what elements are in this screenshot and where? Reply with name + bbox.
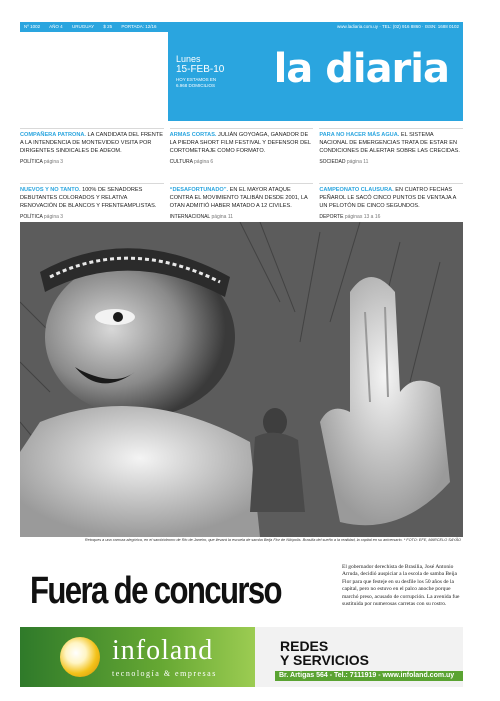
ad-contact: Br. Artigas 564 - Tel.: 7111919 - www.infoland.com.uy [275, 671, 463, 681]
brief-headline: COMPAÑERA PATRONA. [20, 132, 86, 138]
brief-text: EL SISTEMA NACIONAL DE EMERGENCIAS TRATA DE ESTAR EN CONDICIONES DE ALERTAR SOBRE LAS CRECIDAS. [319, 132, 460, 155]
info-strip-left [24, 22, 165, 32]
year: AÑO 4 [49, 24, 63, 29]
photo-caption: Retoques a una carroza alegórica, en el sambódromo de Rio de Janeiro, que llevará la escuela de samba Beija Flor de Nilópolis. Brasília del sueño a la realidad, la capital en su aniversario. * FOTO: EFE, MARCELO SAYÃO [84, 538, 461, 542]
cover-photo[interactable] [20, 222, 463, 537]
brief-text: EN EL MAYOR ATAQUE CONTRA EL MOVIMIENTO TALIBÁN DESDE 2001, LA OTAN ADMITIÓ HABER MATADO A 12 CIVILES. [169, 187, 308, 210]
circulation-count: 6.968 DOMICILIOS [176, 83, 216, 88]
price: $ 25 [103, 24, 113, 29]
brief-item[interactable] [20, 128, 164, 178]
brief-page: página 3 [43, 158, 64, 165]
brief-text: 100% DE SENADORES DEBUTANTES COLORADOS Y RELATIVA RENOVACIÓN DE BLANCOS Y FRENTEAMPLISTAS. [20, 187, 157, 210]
ad-brand-panel [20, 627, 255, 687]
brief-headline: NUEVOS Y NO TANTO. [20, 187, 81, 193]
brief-text: EN CUATRO FECHAS PEÑAROL LE SACÓ CINCO PUNTOS DE VENTAJA A UN PELOTÓN DE CINCO SEGUNDOS. [319, 187, 456, 210]
date-block [176, 54, 224, 89]
brief-page: página 3 [43, 213, 64, 220]
weekday: Lunes [176, 54, 201, 64]
main-headline[interactable]: Fuera de concurso [30, 570, 281, 612]
lead-paragraph: El gobernador derechista de Brasilia, José Antonio Arruda, decidió auspiciar a la escola de samba Beija Flor para que festeje en su desfile los 50 años de la capital, pero no estuvo en el palco anoche porque marchó preso, acusado de corrupción. La avenida fue sustituida por numerosas carretas con su rostro. [342, 564, 460, 608]
ad-title-line2: Y SERVICIOS [280, 652, 369, 668]
ad-brand-name: infoland [112, 635, 214, 666]
brief-item[interactable] [170, 128, 314, 178]
issue-number: Nº 1002 [24, 24, 41, 29]
advertisement-banner[interactable] [20, 627, 463, 687]
masthead [168, 32, 463, 121]
cover-pages: PORTADA: 12/16 [121, 24, 157, 29]
carnival-float-photo [20, 222, 463, 537]
brief-page: páginas 13 a 16 [344, 213, 381, 220]
brief-section: INTERNACIONAL [169, 213, 211, 220]
brief-headline: CAMPEONATO CLAUSURA. [319, 187, 394, 193]
brief-page: página 11 [211, 213, 234, 220]
brief-headline: PARA NO HACER MÁS AGUA. [319, 132, 400, 138]
brief-section: CULTURA [169, 158, 193, 165]
news-briefs [20, 128, 463, 233]
brief-headline: ARMAS CORTAS. [169, 132, 217, 138]
info-strip-contact: www.ladiaria.com.uy · TEL: (02) 916 8860 · ISSN: 1688 0102 [337, 24, 459, 29]
ad-title [280, 639, 369, 667]
ad-tagline: tecnología & empresas [112, 669, 217, 678]
country: URUGUAY [71, 24, 95, 29]
brief-item[interactable] [319, 128, 463, 178]
newspaper-logo[interactable]: la diaria [273, 46, 449, 92]
brief-text: JULIÁN GOYOAGA, GANADOR DE LA PIEDRA SHORT FILM FESTIVAL Y DEFENSOR DEL CORTOMETRAJE COMO FORMATO. [169, 132, 311, 155]
brief-section: POLÍTICA [20, 158, 43, 165]
brief-text: LA CANDIDATA DEL FRENTE A LA INTENDENCIA DE MONTEVIDEO VISITA POR DIRIGENTES SINDICALES DE ADEOM. [20, 132, 163, 155]
brief-section: SOCIEDAD [319, 158, 346, 165]
info-strip [20, 22, 463, 32]
globe-icon [60, 637, 100, 677]
brief-section: DEPORTE [319, 213, 344, 220]
headline-area [20, 552, 463, 622]
brief-page: página 11 [346, 158, 369, 165]
date: 15-FEB-10 [176, 64, 225, 75]
brief-headline: “DESAFORTUNADO”. [169, 187, 229, 193]
brief-section: POLÍTICA [20, 213, 43, 220]
circulation-label: HOY ESTAMOS EN [176, 77, 217, 82]
ad-title-line1: REDES [280, 638, 329, 654]
brief-page: página 6 [194, 158, 214, 165]
